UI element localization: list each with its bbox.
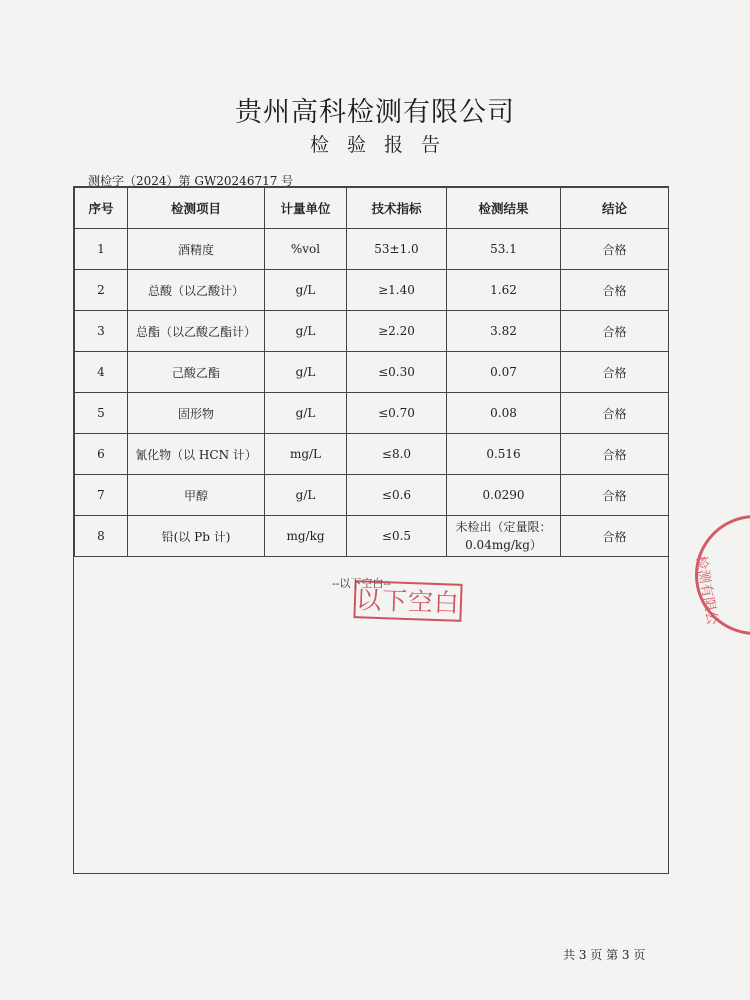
company-name: 贵州高科检测有限公司 (235, 97, 515, 128)
cell-unit: g/L (265, 352, 347, 393)
cell-spec: ≥1.40 (347, 270, 447, 311)
cell-result: 0.516 (447, 434, 561, 475)
table-row (75, 434, 669, 475)
results-table (74, 187, 669, 557)
cell-item: 酒精度 (128, 229, 265, 270)
report-number: 测检字（2024）第 GW20246717 号 (88, 174, 294, 188)
cell-result (447, 516, 561, 557)
results-table-frame (73, 186, 669, 874)
cell-unit: g/L (265, 393, 347, 434)
table-row (75, 475, 669, 516)
cell-item: 铅(以 Pb 计) (128, 516, 265, 557)
cell-verdict: 合格 (561, 311, 669, 352)
table-row (75, 352, 669, 393)
blank-area (74, 557, 668, 875)
col-header-verdict: 结论 (561, 188, 669, 229)
cell-verdict: 合格 (561, 516, 669, 557)
cell-no: 1 (75, 229, 128, 270)
cell-spec: ≤0.30 (347, 352, 447, 393)
report-title: 检验报告 (309, 134, 458, 156)
col-header-item: 检测项目 (128, 188, 265, 229)
cell-no: 8 (75, 516, 128, 557)
cell-spec: ≤0.5 (347, 516, 447, 557)
cell-verdict: 合格 (561, 229, 669, 270)
cell-no: 2 (75, 270, 128, 311)
cell-spec: ≤0.6 (347, 475, 447, 516)
cell-verdict: 合格 (561, 393, 669, 434)
cell-item: 甲醇 (128, 475, 265, 516)
cell-unit: %vol (265, 229, 347, 270)
cell-result: 0.07 (447, 352, 561, 393)
cell-unit: g/L (265, 475, 347, 516)
cell-result: 53.1 (447, 229, 561, 270)
seal-text: 检测有限公 (692, 554, 721, 627)
cell-spec: ≤0.70 (347, 393, 447, 434)
col-header-result: 检测结果 (447, 188, 561, 229)
cell-verdict: 合格 (561, 270, 669, 311)
table-header-row (75, 188, 669, 229)
table-row (75, 393, 669, 434)
blank-stamp: 以下空白 (353, 580, 462, 622)
cell-spec: ≤8.0 (347, 434, 447, 475)
table-row (75, 270, 669, 311)
cell-verdict: 合格 (561, 352, 669, 393)
cell-no: 7 (75, 475, 128, 516)
table-row (75, 311, 669, 352)
table-row (75, 516, 669, 557)
col-header-spec: 技术指标 (347, 188, 447, 229)
cell-unit: g/L (265, 311, 347, 352)
cell-no: 6 (75, 434, 128, 475)
cell-item: 总酸（以乙酸计） (128, 270, 265, 311)
col-header-no: 序号 (75, 188, 128, 229)
cell-verdict: 合格 (561, 475, 669, 516)
cell-no: 4 (75, 352, 128, 393)
cell-unit: g/L (265, 270, 347, 311)
cell-result-line2: 0.04mg/kg） (465, 538, 542, 552)
cell-item: 氰化物（以 HCN 计） (128, 434, 265, 475)
company-seal (692, 515, 750, 635)
cell-result: 3.82 (447, 311, 561, 352)
cell-result: 1.62 (447, 270, 561, 311)
cell-no: 3 (75, 311, 128, 352)
cell-unit: mg/L (265, 434, 347, 475)
cell-result: 0.0290 (447, 475, 561, 516)
col-header-unit: 计量单位 (265, 188, 347, 229)
cell-verdict: 合格 (561, 434, 669, 475)
cell-result: 0.08 (447, 393, 561, 434)
cell-item: 固形物 (128, 393, 265, 434)
cell-item: 己酸乙酯 (128, 352, 265, 393)
blank-note: --以下空白-- (332, 577, 391, 590)
table-row (75, 229, 669, 270)
cell-spec: 53±1.0 (347, 229, 447, 270)
cell-unit: mg/kg (265, 516, 347, 557)
page-number: 共 3 页 第 3 页 (563, 948, 646, 962)
cell-result-line1: 未检出（定量限： (455, 520, 552, 534)
cell-item: 总酯（以乙酸乙酯计） (128, 311, 265, 352)
cell-no: 5 (75, 393, 128, 434)
cell-spec: ≥2.20 (347, 311, 447, 352)
